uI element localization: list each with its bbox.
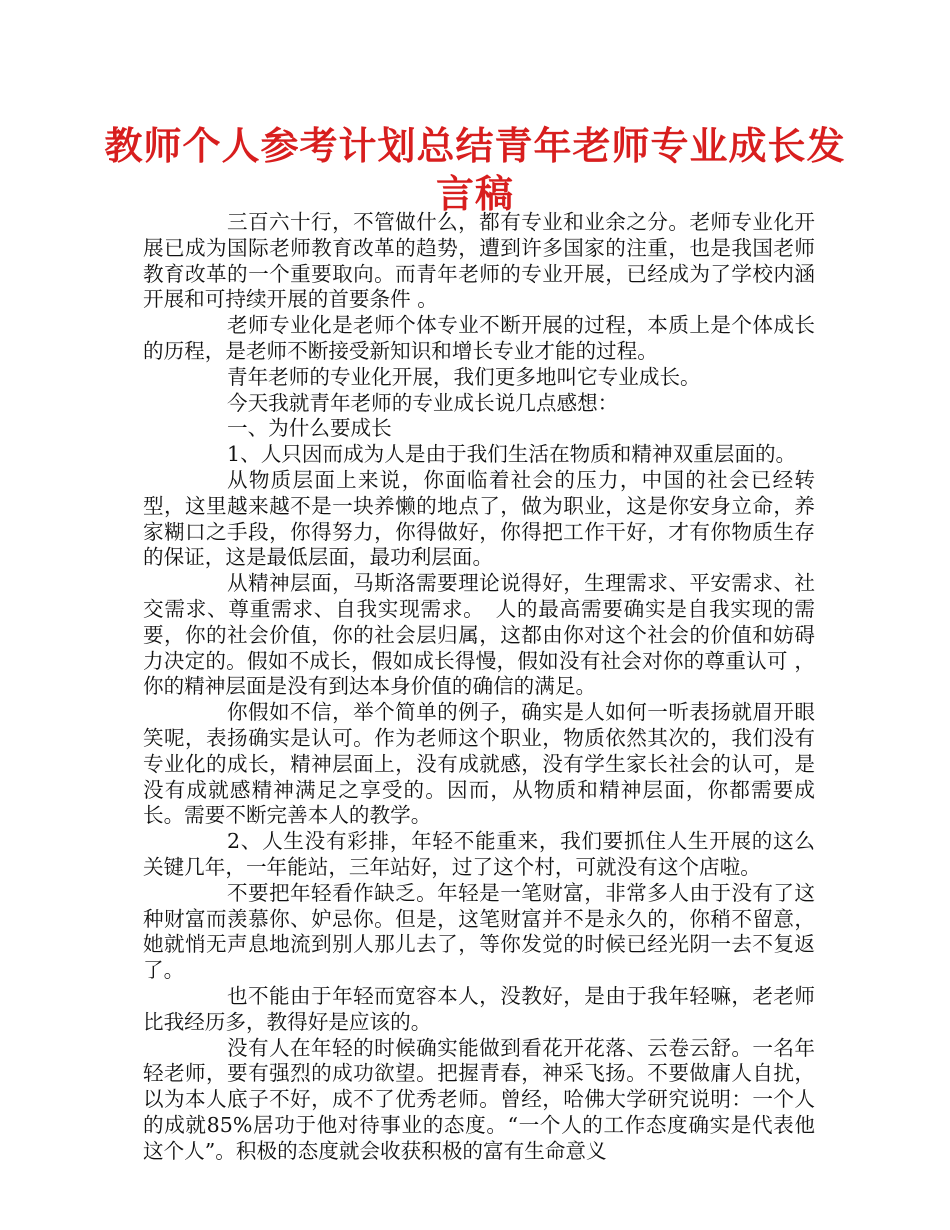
- paragraph: 你假如不信，举个简单的例子，确实是人如何一听表扬就眉开眼笑呢，表扬确实是认可。作为老师这个职业，物质依然其次的，我们没有专业化的成长，精神层面上，没有成就感，没有学生家长社会的认可，是没有成就感精神满足之享受的。因而，从物质和精神层面，你都需要成长。需要不断完善本人的教学。: [143, 700, 815, 828]
- paragraph: 从物质层面上来说，你面临着社会的压力，中国的社会已经转型，这里越来越不是一块养懒的地点了，做为职业，这是你安身立命，养家糊口之手段，你得努力，你得做好，你得把工作干好，才有你物质生存的保证，这是最低层面，最功利层面。: [143, 467, 815, 570]
- document-body: [143, 210, 815, 1164]
- paragraph: 今天我就青年老师的专业成长说几点感想：: [227, 390, 619, 415]
- paragraph: 青年老师的专业化开展，我们更多地叫它专业成长。: [227, 364, 701, 389]
- paragraph: 不要把年轻看作缺乏。年轻是一笔财富，非常多人由于没有了这种财富而羡慕你、妒忌你。但是，这笔财富并不是永久的，你稍不留意，她就悄无声息地流到别人那儿去了，等你发觉的时候已经光阴一去不复返了。: [143, 880, 815, 983]
- document-title: 教师个人参考计划总结青年老师专业成长发言稿: [104, 124, 846, 216]
- paragraph: 2、人生没有彩排，年轻不能重来，我们要抓住人生开展的这么关键几年，一年能站，三年站好，过了这个村，可就没有这个店啦。: [143, 829, 815, 879]
- paragraph: 也不能由于年轻而宽容本人，没教好，是由于我年轻嘛，老老师比我经历多，教得好是应该的。: [143, 983, 815, 1034]
- paragraph: 从精神层面，马斯洛需要理论说得好，生理需求、平安需求、社交需求、尊重需求、自我实现需求。 人的最高需要确实是自我实现的需要，你的社会价值，你的社会层归属，这都由你对这个社会的价值和妨碍力决定的。假如不成长，假如成长得慢，假如没有社会对你的尊重认可 ，你的精神层面是没有到达本身价值的确信的满足。: [143, 571, 815, 699]
- paragraph: 1、人只因而成为人是由于我们生活在物质和精神双重层面的。: [227, 442, 797, 467]
- paragraph: 三百六十行，不管做什么，都有专业和业余之分。老师专业化开展已成为国际老师教育改革的趋势，遭到许多国家的注重，也是我国老师教育改革的一个重要取向。而青年老师的专业开展，已经成为了学校内涵开展和可持续开展的首要条件 。: [143, 210, 815, 312]
- paragraph: 老师专业化是老师个体专业不断开展的过程，本质上是个体成长的历程，是老师不断接受新知识和增长专业才能的过程。: [143, 313, 815, 363]
- section-heading: 一、为什么要成长: [227, 416, 392, 441]
- paragraph: 没有人在年轻的时候确实能做到看花开花落、云卷云舒。一名年轻老师，要有强烈的成功欲望。把握青春，神采飞扬。不要做庸人自扰，以为本人底子不好，成不了优秀老师。曾经，哈佛大学研究说明：一个人的成就85%居功于他对待事业的态度。“一个人的工作态度确实是代表他这个人”。积极的态度就会收获积极的富有生命意义: [143, 1035, 815, 1163]
